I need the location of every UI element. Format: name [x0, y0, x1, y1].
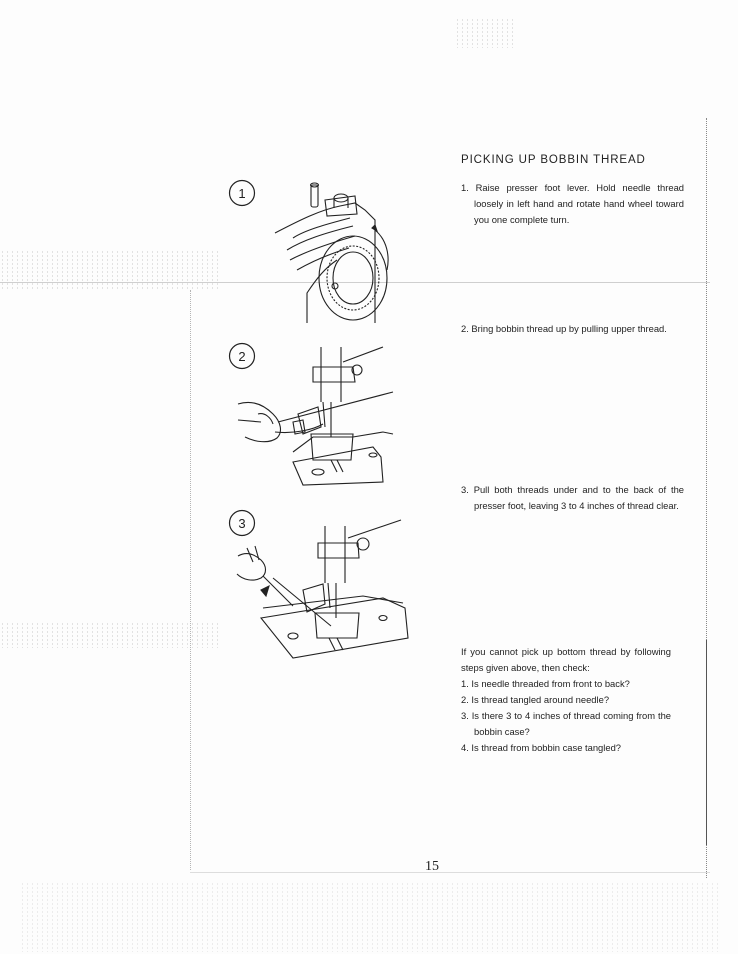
scan-left-margin-line [190, 290, 191, 870]
troubleshoot-intro: If you cannot pick up bottom thread by following steps given above, then check: [461, 646, 671, 673]
troubleshoot-section [461, 644, 671, 756]
step-1-number: 1 [238, 186, 246, 201]
page-right-edge-dark [706, 640, 707, 845]
check-item: 1. Is needle threaded from front to back? [461, 678, 630, 689]
troubleshoot-checklist [461, 676, 671, 756]
check-item: 3. Is there 3 to 4 inches of thread coming from the bobbin case? [461, 710, 671, 737]
handwheel-illustration [265, 178, 400, 328]
step-1-badge [227, 178, 257, 208]
threads-back-illustration [233, 508, 408, 668]
section-title: PICKING UP BOBBIN THREAD [461, 154, 646, 166]
bobbin-pickup-illustration [233, 342, 398, 492]
scan-noise-left-upper [0, 250, 222, 290]
scan-noise-left-lower [0, 622, 222, 648]
step-3-text: 3. Pull both threads under and to the back of the presser foot, leaving 3 to 4 inches of thread clear. [461, 484, 684, 511]
scan-bottom-line [190, 872, 710, 873]
check-item: 2. Is thread tangled around needle? [461, 694, 610, 705]
scan-noise-top [455, 18, 515, 48]
step-2-number: 2 [238, 349, 246, 364]
scan-noise-bottom [20, 882, 720, 952]
check-item: 4. Is thread from bobbin case tangled? [461, 742, 621, 753]
step-1-text: 1. Raise presser foot lever. Hold needle thread loosely in left hand and rotate hand wheel toward you one complete turn. [461, 182, 684, 225]
step-2-text: 2. Bring bobbin thread up by pulling upper thread. [461, 323, 667, 334]
step-3-number: 3 [238, 516, 246, 531]
page-number: 15 [425, 859, 439, 874]
